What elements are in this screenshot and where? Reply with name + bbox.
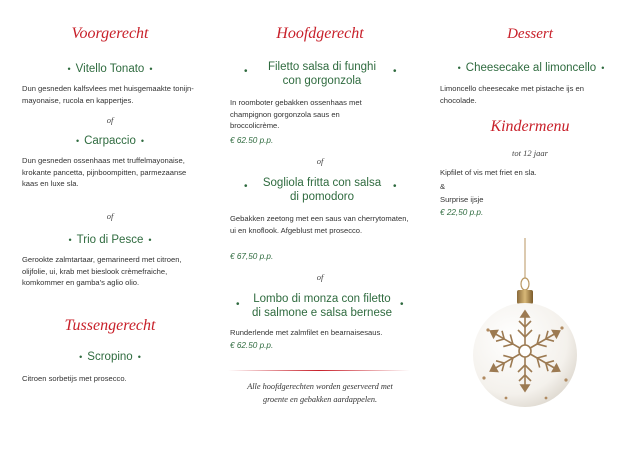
separator-of: of [316,156,324,166]
kindermenu-age: tot 12 jaar [512,148,548,158]
dish-desc: Gebakken zeetong met een saus van cherrytomaten, ui en knoflook. Afgeblust met prosecco. [230,214,409,235]
kindermenu-line: & [440,182,446,191]
dish-cheesecake: • Cheesecake al limoncello • [457,62,605,74]
dish-lombo: Lombo di monza con filetto di salmone e salsa bernese [252,293,392,319]
separator-of: of [106,211,114,221]
hoofdgerecht-heading: Hoofdgerecht [276,25,364,42]
separator-of: of [316,272,324,282]
bullet: • [393,181,397,192]
christmas-bauble-icon [466,238,596,413]
bullet: • [393,66,397,77]
dish-price: € 62.50 p.p. [230,136,274,145]
voorgerecht-heading: Voorgerecht [71,25,149,42]
dish-price: € 67,50 p.p. [230,252,274,261]
separator-of: of [106,115,114,125]
bullet: • [244,181,248,192]
bullet: • [400,299,404,310]
dish-desc: Runderlende met zalmfilet en bearnaisesaus. [230,328,383,337]
kindermenu-line: Kipfilet of vis met friet en sla. [440,168,537,177]
dish-carpaccio: • Carpaccio • [75,135,145,147]
dish-desc: Gerookte zalmtartaar, gemarineerd met citroen, olijfolie, ui, krab met bieslook crèmefraiche, komkommer en gamba's aglio olio. [22,255,182,287]
dish-trio-di-pesce: • Trio di Pesce • [68,234,152,246]
bullet: • [236,299,240,310]
kindermenu-heading: Kindermenu [490,118,570,135]
dish-desc: In roomboter gebakken ossenhaas met champignon gorgonzola saus en broccolicrème. [230,98,362,130]
tussengerecht-heading: Tussengerecht [64,317,156,334]
dish-desc: Dun gesneden ossenhaas met truffelmayonaise, krokante pancetta, pijnboompitten, parmezaanse kaas en luxe sla. [22,156,187,188]
dish-scropino: • Scropino • [79,351,141,363]
dish-price: € 62.50 p.p. [230,341,274,350]
dish-desc: Citroen sorbetijs met prosecco. [22,374,127,383]
dish-desc: Limoncello cheesecake met pistache ijs en chocolade. [440,84,584,105]
serving-note: Alle hoofdgerechten worden geserveerd met groente en gebakken aardappelen. [247,382,393,404]
dish-desc: Dun gesneden kalfsvlees met huisgemaakte tonijn-mayonaise, rucola en kappertjes. [22,84,194,105]
dish-sogliola: Sogliola fritta con salsa di pomodoro [262,177,382,203]
kindermenu-line: Surprise ijsje [440,195,484,204]
bullet: • [244,66,248,77]
dessert-heading: Dessert [507,26,553,42]
dish-vitello-tonato: • Vitello Tonato • [67,63,153,75]
kindermenu-price: € 22,50 p.p. [440,208,484,217]
dish-filetto: Filetto salsa di funghi con gorgonzola [267,61,377,87]
divider-line [228,370,410,371]
